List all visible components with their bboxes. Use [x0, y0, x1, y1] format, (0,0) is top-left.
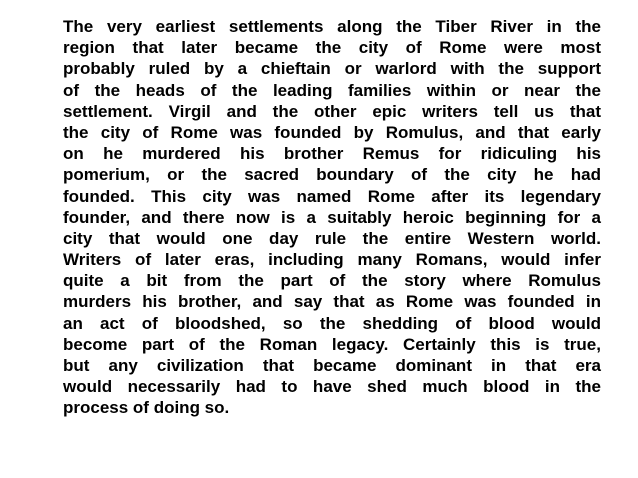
paragraph-line: would necessarily had to have shed much blood in the: [63, 377, 601, 397]
paragraph-line: but any civilization that became dominant in that era: [63, 356, 601, 375]
paragraph-line: murders his brother, and say that as Rome was founded in: [63, 292, 601, 312]
paragraph-line: process of doing so.: [63, 398, 230, 418]
paragraph-line: probably ruled by a chieftain or warlord with the support: [63, 59, 601, 79]
paragraph-line: of the heads of the leading families within or near the: [63, 80, 601, 100]
paragraph-line: the city of Rome was founded by Romulus, and that early: [63, 122, 601, 142]
paragraph-line: city that would one day rule the entire Western world.: [63, 228, 601, 248]
body-paragraph: [63, 16, 601, 419]
paragraph-line: The very earliest settlements along the Tiber River in the: [63, 17, 601, 36]
paragraph-line: on he murdered his brother Remus for ridiculing his: [63, 144, 601, 164]
paragraph-line: region that later became the city of Rome were most: [63, 38, 601, 58]
paragraph-line: pomerium, or the sacred boundary of the city he had: [63, 165, 601, 185]
paragraph-line: founder, and there now is a suitably heroic beginning for a: [63, 207, 601, 227]
paragraph-line: quite a bit from the part of the story where Romulus: [63, 271, 601, 291]
paragraph-line: Writers of later eras, including many Romans, would infer: [63, 250, 601, 270]
paragraph-line: become part of the Roman legacy. Certainly this is true,: [63, 334, 601, 354]
paragraph-line: settlement. Virgil and the other epic writers tell us that: [63, 101, 601, 121]
paragraph-line: founded. This city was named Rome after its legendary: [63, 186, 601, 206]
paragraph-line: an act of bloodshed, so the shedding of blood would: [63, 313, 601, 333]
